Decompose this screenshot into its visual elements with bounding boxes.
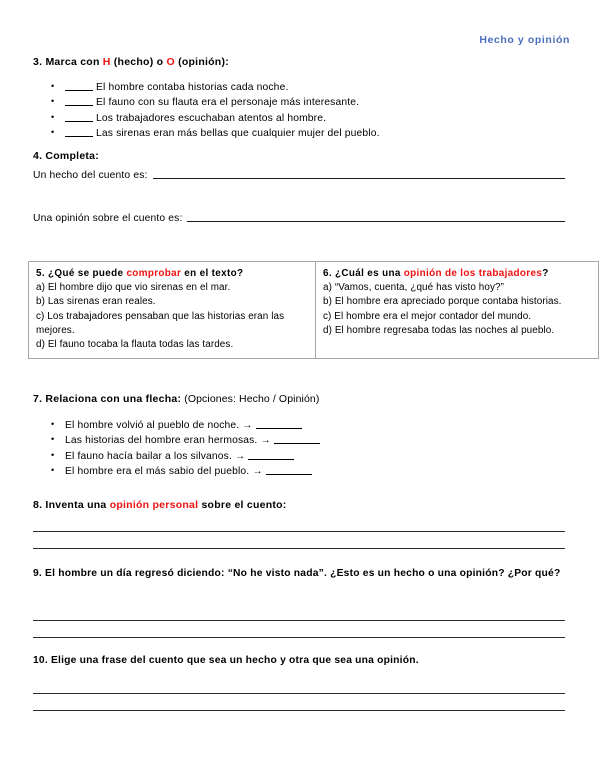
q5-option-b[interactable]: b) Las sirenas eran reales. [36, 296, 156, 308]
list-item [33, 126, 380, 141]
arrow-icon: → [234, 450, 246, 462]
q5-option-d[interactable]: d) El fauno tocaba la flauta todas las tardes. [36, 339, 234, 351]
q7-item-3-text: El fauno hacía bailar a los silvanos. [65, 450, 232, 462]
q3-title-mid: (hecho) o [110, 56, 167, 68]
question-3-list [33, 80, 380, 142]
q8-title-highlight: opinión personal [109, 499, 199, 511]
q6-title-after: ? [542, 268, 549, 279]
q7-item-1-text: El hombre volvió al pueblo de noche. [65, 420, 240, 431]
question-8-heading [33, 495, 287, 513]
list-item [33, 418, 320, 433]
q3-blank-2[interactable] [65, 105, 93, 106]
q8-answer-line-1[interactable] [33, 531, 565, 532]
question-6-cell [316, 262, 599, 359]
q5-option-c[interactable]: c) Los trabajadores pensaban que las historias eran las mejores. [36, 310, 285, 336]
q3-item-2-text: El fauno con su flauta era el personaje más interesante. [96, 97, 360, 109]
q10-answer-line-2[interactable] [33, 710, 565, 711]
q6-title-highlight: opinión de los trabajadores [403, 268, 543, 279]
q3-title-after: (opinión): [174, 56, 229, 68]
q6-option-b[interactable]: b) El hombre era apreciado porque contaba historias. [323, 296, 562, 308]
q8-title-before: 8. Inventa una [33, 499, 110, 511]
q4-field-hecho[interactable] [33, 170, 565, 181]
question-7-heading [33, 389, 319, 407]
q6-option-a[interactable]: a) “Vamos, cuenta, ¿qué has visto hoy?” [323, 282, 505, 294]
question-9-text: 9. El hombre un día regresó diciendo: “No he visto nada”. ¿Esto es un hecho o una opinión? ¿Por qué? [33, 568, 561, 579]
q7-blank-3[interactable] [248, 459, 294, 460]
q6-title-before: 6. ¿Cuál es una [323, 268, 404, 279]
q8-title-after: sobre el cuento: [198, 499, 287, 511]
q3-item-4-text: Las sirenas eran más bellas que cualquier mujer del pueblo. [96, 128, 380, 140]
q7-title: 7. Relaciona con una flecha: [33, 393, 182, 405]
question-4-heading: 4. Completa: [33, 150, 100, 162]
list-item [33, 111, 380, 126]
q9-answer-line-2[interactable] [33, 637, 565, 638]
q7-title-note: (Opciones: Hecho / Opinión) [181, 393, 320, 405]
q7-blank-4[interactable] [266, 474, 312, 475]
q6-title [323, 267, 591, 281]
arrow-icon: → [252, 466, 263, 478]
page-header-title: Hecho y opinión [479, 34, 570, 46]
q10-answer-line-1[interactable] [33, 693, 565, 694]
question-10-text: 10. Elige una frase del cuento que sea un hecho y otra que sea una opinión. [33, 655, 419, 666]
list-item [33, 433, 320, 448]
q3-item-1-text: El hombre contaba historias cada noche. [96, 82, 289, 93]
questions-5-6-table [28, 261, 599, 359]
q3-blank-4[interactable] [65, 136, 93, 137]
q6-option-d[interactable]: d) El hombre regresaba todas las noches al pueblo. [323, 324, 555, 336]
list-item [33, 464, 320, 479]
q3-letter-o: O [166, 56, 175, 68]
q4-field-hecho-label: Un hecho del cuento es: [33, 170, 148, 181]
q9-answer-line-1[interactable] [33, 620, 565, 621]
q3-blank-1[interactable] [65, 90, 93, 91]
list-item [33, 449, 320, 464]
q7-blank-2[interactable] [274, 443, 320, 444]
question-7-list [33, 418, 320, 480]
q3-number: 3. [33, 56, 43, 68]
table-row [29, 262, 599, 359]
q5-title-highlight: comprobar [126, 268, 182, 279]
question-3-heading [33, 52, 229, 70]
q3-item-3-text: Los trabajadores escuchaban atentos al hombre. [96, 112, 327, 124]
q3-blank-3[interactable] [65, 121, 93, 122]
list-item [33, 95, 380, 110]
question-5-cell [29, 262, 316, 359]
q8-answer-line-2[interactable] [33, 548, 565, 549]
arrow-icon: → [260, 435, 271, 447]
q7-blank-1[interactable] [256, 428, 302, 429]
q5-title-after: en el texto? [181, 268, 244, 279]
list-item [33, 80, 380, 95]
q4-field-opinion[interactable] [33, 213, 565, 224]
q6-option-c[interactable]: c) El hombre era el mejor contador del mundo. [323, 310, 532, 322]
q5-title [36, 267, 308, 281]
q4-field-hecho-rule[interactable] [153, 178, 565, 179]
q3-letter-h: H [102, 56, 111, 68]
q5-option-a[interactable]: a) El hombre dijo que vio sirenas en el mar. [36, 282, 231, 294]
arrow-icon: → [242, 420, 253, 431]
q4-field-opinion-label: Una opinión sobre el cuento es: [33, 213, 183, 224]
q7-item-2-text: Las historias del hombre eran hermosas. [65, 435, 258, 447]
q4-field-opinion-rule[interactable] [187, 221, 565, 222]
q5-title-before: 5. ¿Qué se puede [36, 268, 127, 279]
q7-item-4-text: El hombre era el más sabio del pueblo. [65, 466, 250, 478]
q3-title-before: Marca con [45, 56, 103, 68]
